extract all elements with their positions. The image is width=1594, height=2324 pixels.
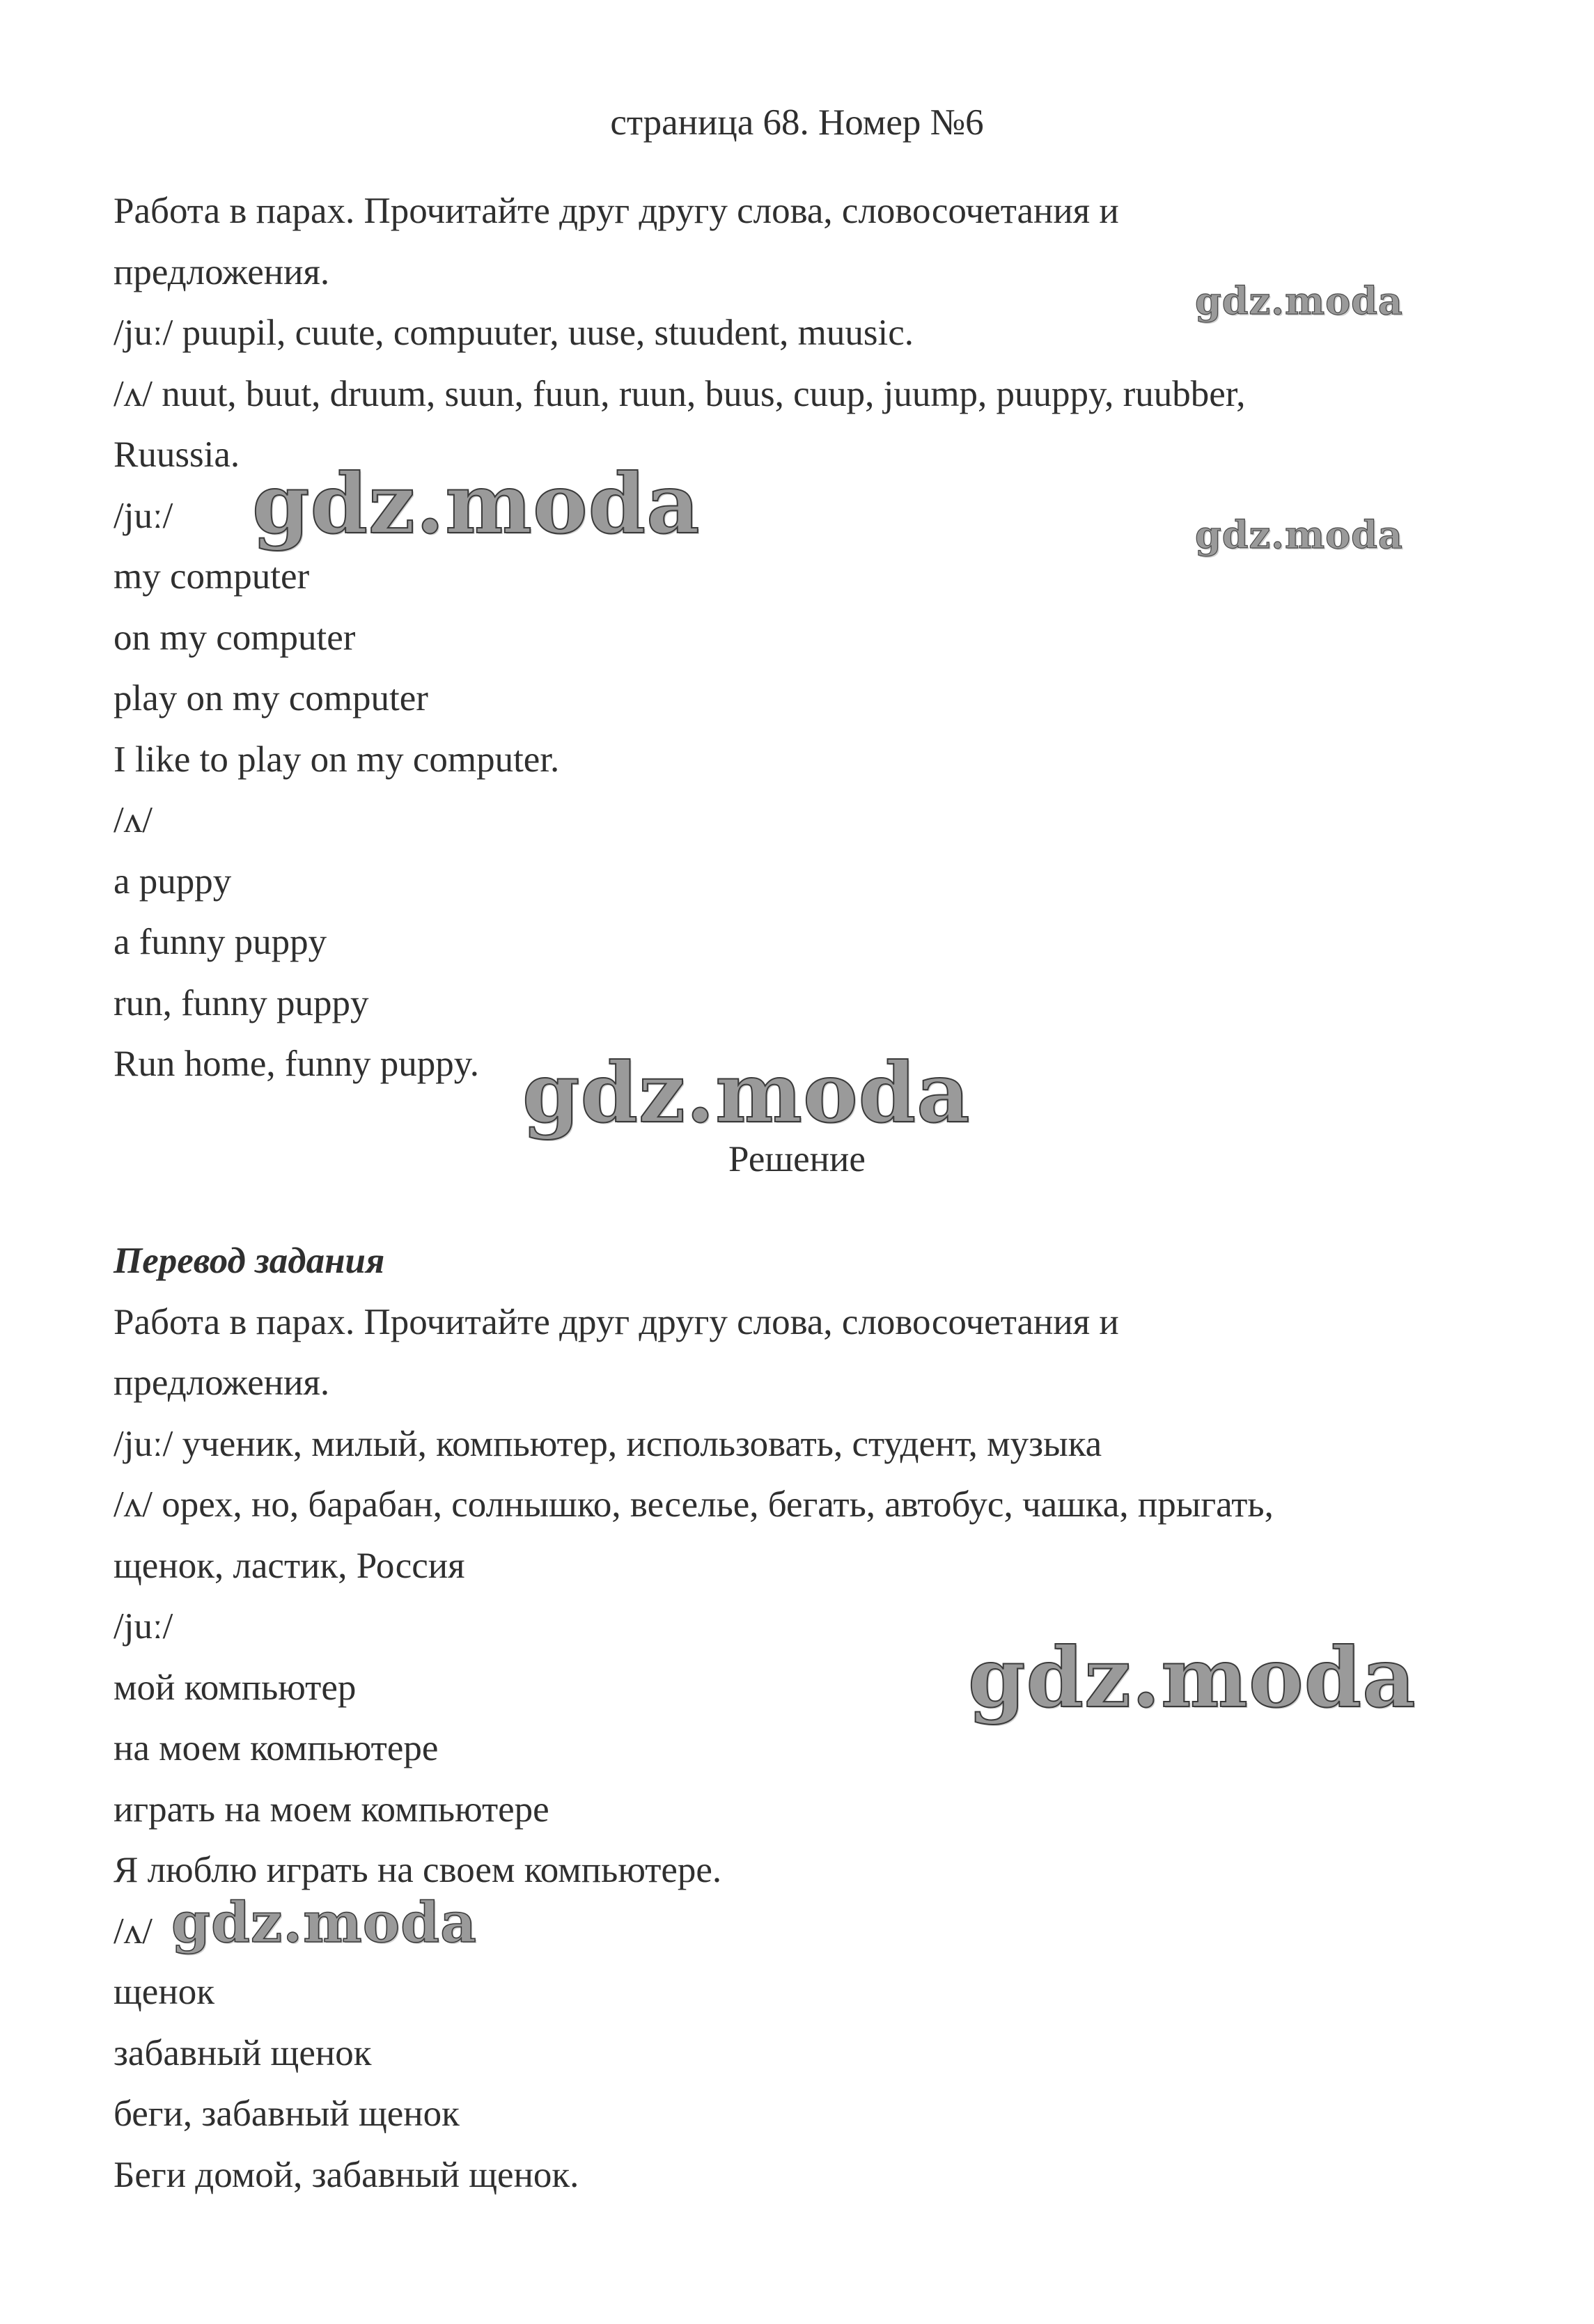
solution-line: играть на моем компьютере xyxy=(114,1789,549,1830)
solution-line: забавный щенок xyxy=(114,2032,372,2073)
task-line: I like to play on my computer. xyxy=(114,739,560,780)
task-line: /juː/ puupil, cuute, compuuter, uuse, stuudent, muusic. xyxy=(114,313,914,353)
task-line: /ʌ/ nuut, buut, druum, suun, fuun, ruun, buus, cuup, juump, puuppy, ruubber, xyxy=(114,373,1246,414)
watermark-logo: gdz.moda xyxy=(1195,278,1403,323)
solution-line: Беги домой, забавный щенок. xyxy=(114,2154,579,2195)
task-line: a funny puppy xyxy=(114,922,327,962)
task-block xyxy=(114,181,1451,1095)
translation-title: Перевод задания xyxy=(114,1241,385,1281)
solution-line: на моем компьютере xyxy=(114,1728,439,1768)
watermark-logo: gdz.moda xyxy=(252,455,701,552)
solution-line: мой компьютер xyxy=(114,1667,357,1708)
solution-line: /juː/ ученик, милый, компьютер, использовать, студент, музыка xyxy=(114,1423,1102,1464)
solution-line: /juː/ xyxy=(114,1606,173,1647)
watermark-logo: gdz.moda xyxy=(1195,512,1403,557)
solution-heading: Решение xyxy=(728,1139,866,1179)
solution-line: Я люблю играть на своем компьютере. xyxy=(114,1850,722,1890)
page-title: страница 68. Номер №6 xyxy=(610,102,984,143)
watermark-logo: gdz.moda xyxy=(171,1890,477,1955)
task-line: run, funny puppy xyxy=(114,982,369,1023)
task-line: my computer xyxy=(114,556,310,597)
solution-line: беги, забавный щенок xyxy=(114,2094,460,2134)
solution-line: /ʌ/ орех, но, барабан, солнышко, веселье, бегать, автобус, чашка, прыгать, xyxy=(114,1484,1274,1525)
solution-line: Работа в парах. Прочитайте друг другу слова, словосочетания и xyxy=(114,1301,1119,1342)
watermark-logo: gdz.moda xyxy=(968,1629,1416,1726)
watermark-logo: gdz.moda xyxy=(522,1044,971,1141)
solution-line: /ʌ/ xyxy=(114,1910,153,1952)
task-line: /ʌ/ xyxy=(114,800,153,840)
task-line: play on my computer xyxy=(114,678,428,719)
solution-line: щенок, ластик, Россия xyxy=(114,1545,465,1586)
task-line: Run home, funny puppy. xyxy=(114,1044,480,1084)
task-line: a puppy xyxy=(114,861,232,902)
solution-line: щенок xyxy=(114,1972,214,2012)
task-line: /juː/ xyxy=(114,495,173,536)
solution-line: предложения. xyxy=(114,1363,330,1403)
solution-block xyxy=(114,1231,1451,2206)
task-line: предложения. xyxy=(114,251,330,292)
task-line: Работа в парах. Прочитайте друг другу слова, словосочетания и xyxy=(114,191,1119,231)
task-line: Ruussia. xyxy=(114,434,240,475)
task-line: on my computer xyxy=(114,617,356,658)
